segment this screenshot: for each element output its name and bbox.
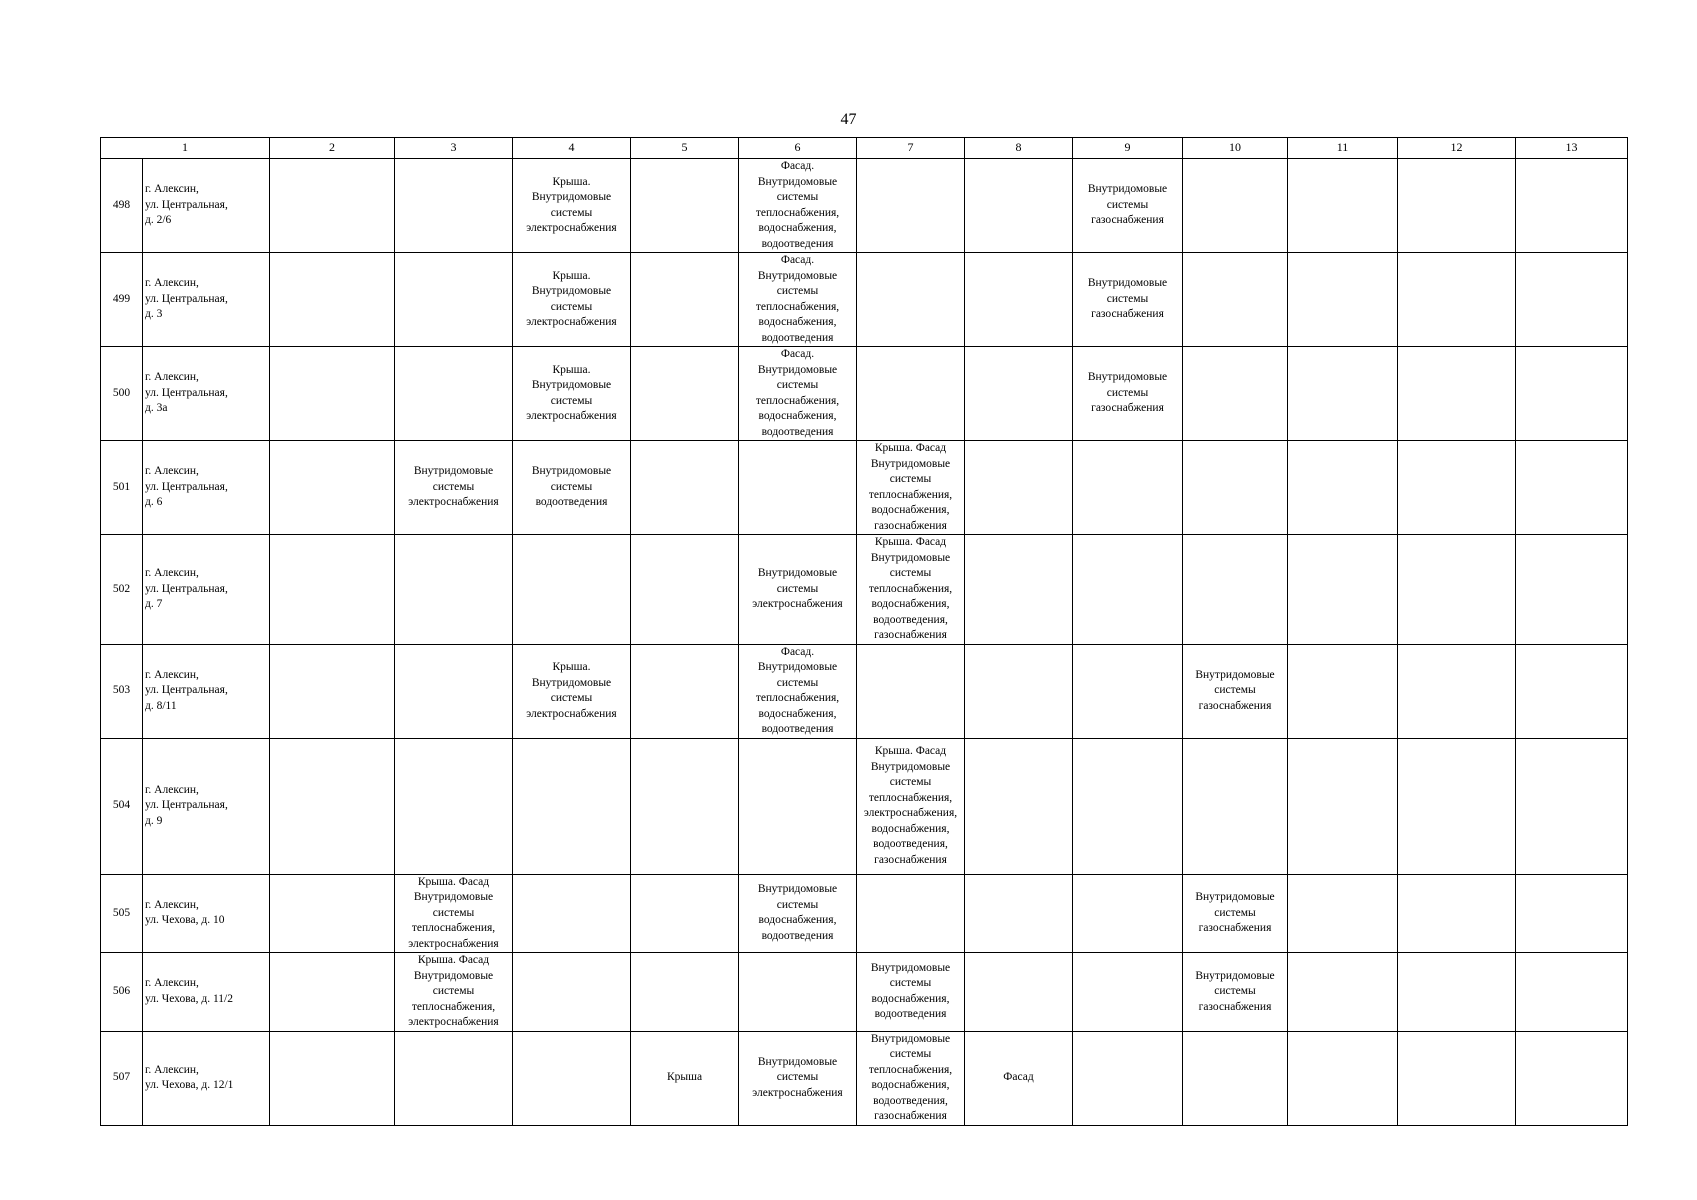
work-cell-col2: [270, 738, 395, 874]
work-cell-col6: Фасад. Внутридомовые системы теплоснабжения, водоснабжения, водоотведения: [739, 159, 857, 253]
work-cell-col2: [270, 874, 395, 953]
work-cell-col6: Внутридомовые системы электроснабжения: [739, 535, 857, 645]
work-cell-col3: Крыша. Фасад Внутридомовые системы теплоснабжения, электроснабжения: [395, 953, 513, 1032]
column-header: 9: [1073, 138, 1183, 159]
work-cell-col4: [513, 738, 631, 874]
column-header: 13: [1516, 138, 1628, 159]
work-cell-col12: [1398, 159, 1516, 253]
page-number: 47: [840, 111, 857, 128]
work-cell-col8: [965, 253, 1073, 347]
work-cell-col4: Крыша. Внутридомовые системы электроснабжения: [513, 347, 631, 441]
work-cell-col11: [1288, 535, 1398, 645]
work-cell-col8: [965, 874, 1073, 953]
work-cell-col12: [1398, 874, 1516, 953]
work-cell-col9: [1073, 953, 1183, 1032]
row-number: 503: [101, 644, 143, 738]
row-number: 506: [101, 953, 143, 1032]
work-cell-col2: [270, 347, 395, 441]
work-cell-col5: [631, 953, 739, 1032]
work-cell-col10: [1183, 1031, 1288, 1125]
work-cell-col4: Внутридомовые системы водоотведения: [513, 441, 631, 535]
work-cell-col9: [1073, 738, 1183, 874]
work-cell-col5: Крыша: [631, 1031, 739, 1125]
row-number: 500: [101, 347, 143, 441]
header-row: [101, 138, 1628, 159]
work-cell-col8: [965, 953, 1073, 1032]
table-row: [101, 441, 1628, 535]
work-cell-col12: [1398, 253, 1516, 347]
table-row: [101, 738, 1628, 874]
row-number: 499: [101, 253, 143, 347]
work-cell-col9: Внутридомовые системы газоснабжения: [1073, 159, 1183, 253]
work-cell-col12: [1398, 644, 1516, 738]
work-cell-col13: [1516, 644, 1628, 738]
work-cell-col5: [631, 253, 739, 347]
table-row: [101, 953, 1628, 1032]
row-number: 501: [101, 441, 143, 535]
address-cell: г. Алексин, ул. Центральная, д. 3: [143, 253, 270, 347]
work-cell-col11: [1288, 441, 1398, 535]
column-header: 1: [101, 138, 270, 159]
work-cell-col9: [1073, 535, 1183, 645]
work-cell-col8: Фасад: [965, 1031, 1073, 1125]
work-cell-col11: [1288, 159, 1398, 253]
work-cell-col12: [1398, 953, 1516, 1032]
column-header: 3: [395, 138, 513, 159]
work-cell-col10: Внутридомовые системы газоснабжения: [1183, 644, 1288, 738]
work-cell-col10: [1183, 347, 1288, 441]
row-number: 507: [101, 1031, 143, 1125]
work-cell-col11: [1288, 347, 1398, 441]
work-cell-col10: Внутридомовые системы газоснабжения: [1183, 953, 1288, 1032]
work-cell-col7: Крыша. Фасад Внутридомовые системы теплоснабжения, электроснабжения, водоснабжения, водоотведения, газоснабжения: [857, 738, 965, 874]
work-cell-col3: [395, 159, 513, 253]
address-cell: г. Алексин, ул. Центральная, д. 7: [143, 535, 270, 645]
work-cell-col11: [1288, 738, 1398, 874]
work-cell-col6: Внутридомовые системы водоснабжения, водоотведения: [739, 874, 857, 953]
work-cell-col11: [1288, 1031, 1398, 1125]
column-header: 5: [631, 138, 739, 159]
work-cell-col12: [1398, 347, 1516, 441]
work-cell-col10: [1183, 738, 1288, 874]
work-cell-col13: [1516, 253, 1628, 347]
work-cell-col6: [739, 441, 857, 535]
work-cell-col6: [739, 953, 857, 1032]
work-cell-col13: [1516, 953, 1628, 1032]
work-cell-col9: [1073, 1031, 1183, 1125]
address-cell: г. Алексин, ул. Чехова, д. 12/1: [143, 1031, 270, 1125]
work-cell-col6: Фасад. Внутридомовые системы теплоснабжения, водоснабжения, водоотведения: [739, 253, 857, 347]
work-cell-col7: Крыша. Фасад Внутридомовые системы теплоснабжения, водоснабжения, газоснабжения: [857, 441, 965, 535]
work-cell-col3: [395, 253, 513, 347]
column-header: 7: [857, 138, 965, 159]
work-cell-col3: Крыша. Фасад Внутридомовые системы теплоснабжения, электроснабжения: [395, 874, 513, 953]
table-row: [101, 347, 1628, 441]
work-cell-col3: [395, 1031, 513, 1125]
work-cell-col5: [631, 159, 739, 253]
work-cell-col5: [631, 535, 739, 645]
work-cell-col5: [631, 347, 739, 441]
address-cell: г. Алексин, ул. Центральная, д. 3а: [143, 347, 270, 441]
work-cell-col4: Крыша. Внутридомовые системы электроснабжения: [513, 253, 631, 347]
work-cell-col2: [270, 253, 395, 347]
work-cell-col11: [1288, 874, 1398, 953]
work-cell-col13: [1516, 738, 1628, 874]
work-cell-col4: [513, 874, 631, 953]
work-cell-col7: [857, 874, 965, 953]
work-cell-col3: [395, 644, 513, 738]
work-cell-col6: Внутридомовые системы электроснабжения: [739, 1031, 857, 1125]
work-cell-col4: [513, 1031, 631, 1125]
work-cell-col8: [965, 159, 1073, 253]
work-cell-col7: Внутридомовые системы водоснабжения, водоотведения: [857, 953, 965, 1032]
repair-schedule-table: [100, 137, 1628, 1126]
work-cell-col3: [395, 347, 513, 441]
column-header: 4: [513, 138, 631, 159]
row-number: 504: [101, 738, 143, 874]
work-cell-col2: [270, 953, 395, 1032]
work-cell-col13: [1516, 874, 1628, 953]
work-cell-col4: [513, 535, 631, 645]
work-cell-col6: Фасад. Внутридомовые системы теплоснабжения, водоснабжения, водоотведения: [739, 644, 857, 738]
column-header: 8: [965, 138, 1073, 159]
work-cell-col7: [857, 159, 965, 253]
work-cell-col8: [965, 738, 1073, 874]
column-header: 12: [1398, 138, 1516, 159]
table-row: [101, 535, 1628, 645]
work-cell-col9: Внутридомовые системы газоснабжения: [1073, 347, 1183, 441]
work-cell-col9: Внутридомовые системы газоснабжения: [1073, 253, 1183, 347]
address-cell: г. Алексин, ул. Центральная, д. 9: [143, 738, 270, 874]
work-cell-col5: [631, 441, 739, 535]
work-cell-col13: [1516, 535, 1628, 645]
work-cell-col13: [1516, 1031, 1628, 1125]
work-cell-col5: [631, 738, 739, 874]
work-cell-col13: [1516, 159, 1628, 253]
work-cell-col3: [395, 535, 513, 645]
work-cell-col2: [270, 159, 395, 253]
work-cell-col8: [965, 347, 1073, 441]
work-cell-col12: [1398, 738, 1516, 874]
column-header: 11: [1288, 138, 1398, 159]
work-cell-col10: [1183, 159, 1288, 253]
work-cell-col7: [857, 347, 965, 441]
address-cell: г. Алексин, ул. Центральная, д. 2/6: [143, 159, 270, 253]
work-cell-col12: [1398, 1031, 1516, 1125]
work-cell-col12: [1398, 441, 1516, 535]
work-cell-col10: [1183, 253, 1288, 347]
column-header: 6: [739, 138, 857, 159]
work-cell-col10: Внутридомовые системы газоснабжения: [1183, 874, 1288, 953]
table-row: [101, 159, 1628, 253]
work-cell-col11: [1288, 953, 1398, 1032]
work-cell-col13: [1516, 441, 1628, 535]
work-cell-col7: Внутридомовые системы теплоснабжения, водоснабжения, водоотведения, газоснабжения: [857, 1031, 965, 1125]
work-cell-col5: [631, 644, 739, 738]
work-cell-col9: [1073, 874, 1183, 953]
table-row: [101, 644, 1628, 738]
work-cell-col6: [739, 738, 857, 874]
work-cell-col11: [1288, 644, 1398, 738]
address-cell: г. Алексин, ул. Центральная, д. 8/11: [143, 644, 270, 738]
row-number: 502: [101, 535, 143, 645]
work-cell-col3: Внутридомовые системы электроснабжения: [395, 441, 513, 535]
work-cell-col2: [270, 1031, 395, 1125]
work-cell-col10: [1183, 535, 1288, 645]
work-cell-col4: Крыша. Внутридомовые системы электроснабжения: [513, 644, 631, 738]
work-cell-col7: [857, 253, 965, 347]
work-cell-col4: Крыша. Внутридомовые системы электроснабжения: [513, 159, 631, 253]
work-cell-col7: [857, 644, 965, 738]
work-cell-col11: [1288, 253, 1398, 347]
table-row: [101, 1031, 1628, 1125]
work-cell-col8: [965, 644, 1073, 738]
work-cell-col13: [1516, 347, 1628, 441]
column-header: 10: [1183, 138, 1288, 159]
work-cell-col4: [513, 953, 631, 1032]
work-cell-col6: Фасад. Внутридомовые системы теплоснабжения, водоснабжения, водоотведения: [739, 347, 857, 441]
row-number: 505: [101, 874, 143, 953]
work-cell-col2: [270, 644, 395, 738]
column-header: 2: [270, 138, 395, 159]
work-cell-col9: [1073, 644, 1183, 738]
work-cell-col8: [965, 535, 1073, 645]
row-number: 498: [101, 159, 143, 253]
address-cell: г. Алексин, ул. Чехова, д. 11/2: [143, 953, 270, 1032]
work-cell-col8: [965, 441, 1073, 535]
work-cell-col10: [1183, 441, 1288, 535]
work-cell-col2: [270, 535, 395, 645]
work-cell-col12: [1398, 535, 1516, 645]
address-cell: г. Алексин, ул. Центральная, д. 6: [143, 441, 270, 535]
work-cell-col5: [631, 874, 739, 953]
table-row: [101, 253, 1628, 347]
work-cell-col7: Крыша. Фасад Внутридомовые системы теплоснабжения, водоснабжения, водоотведения, газоснабжения: [857, 535, 965, 645]
work-cell-col3: [395, 738, 513, 874]
work-cell-col2: [270, 441, 395, 535]
address-cell: г. Алексин, ул. Чехова, д. 10: [143, 874, 270, 953]
work-cell-col9: [1073, 441, 1183, 535]
table-row: [101, 874, 1628, 953]
